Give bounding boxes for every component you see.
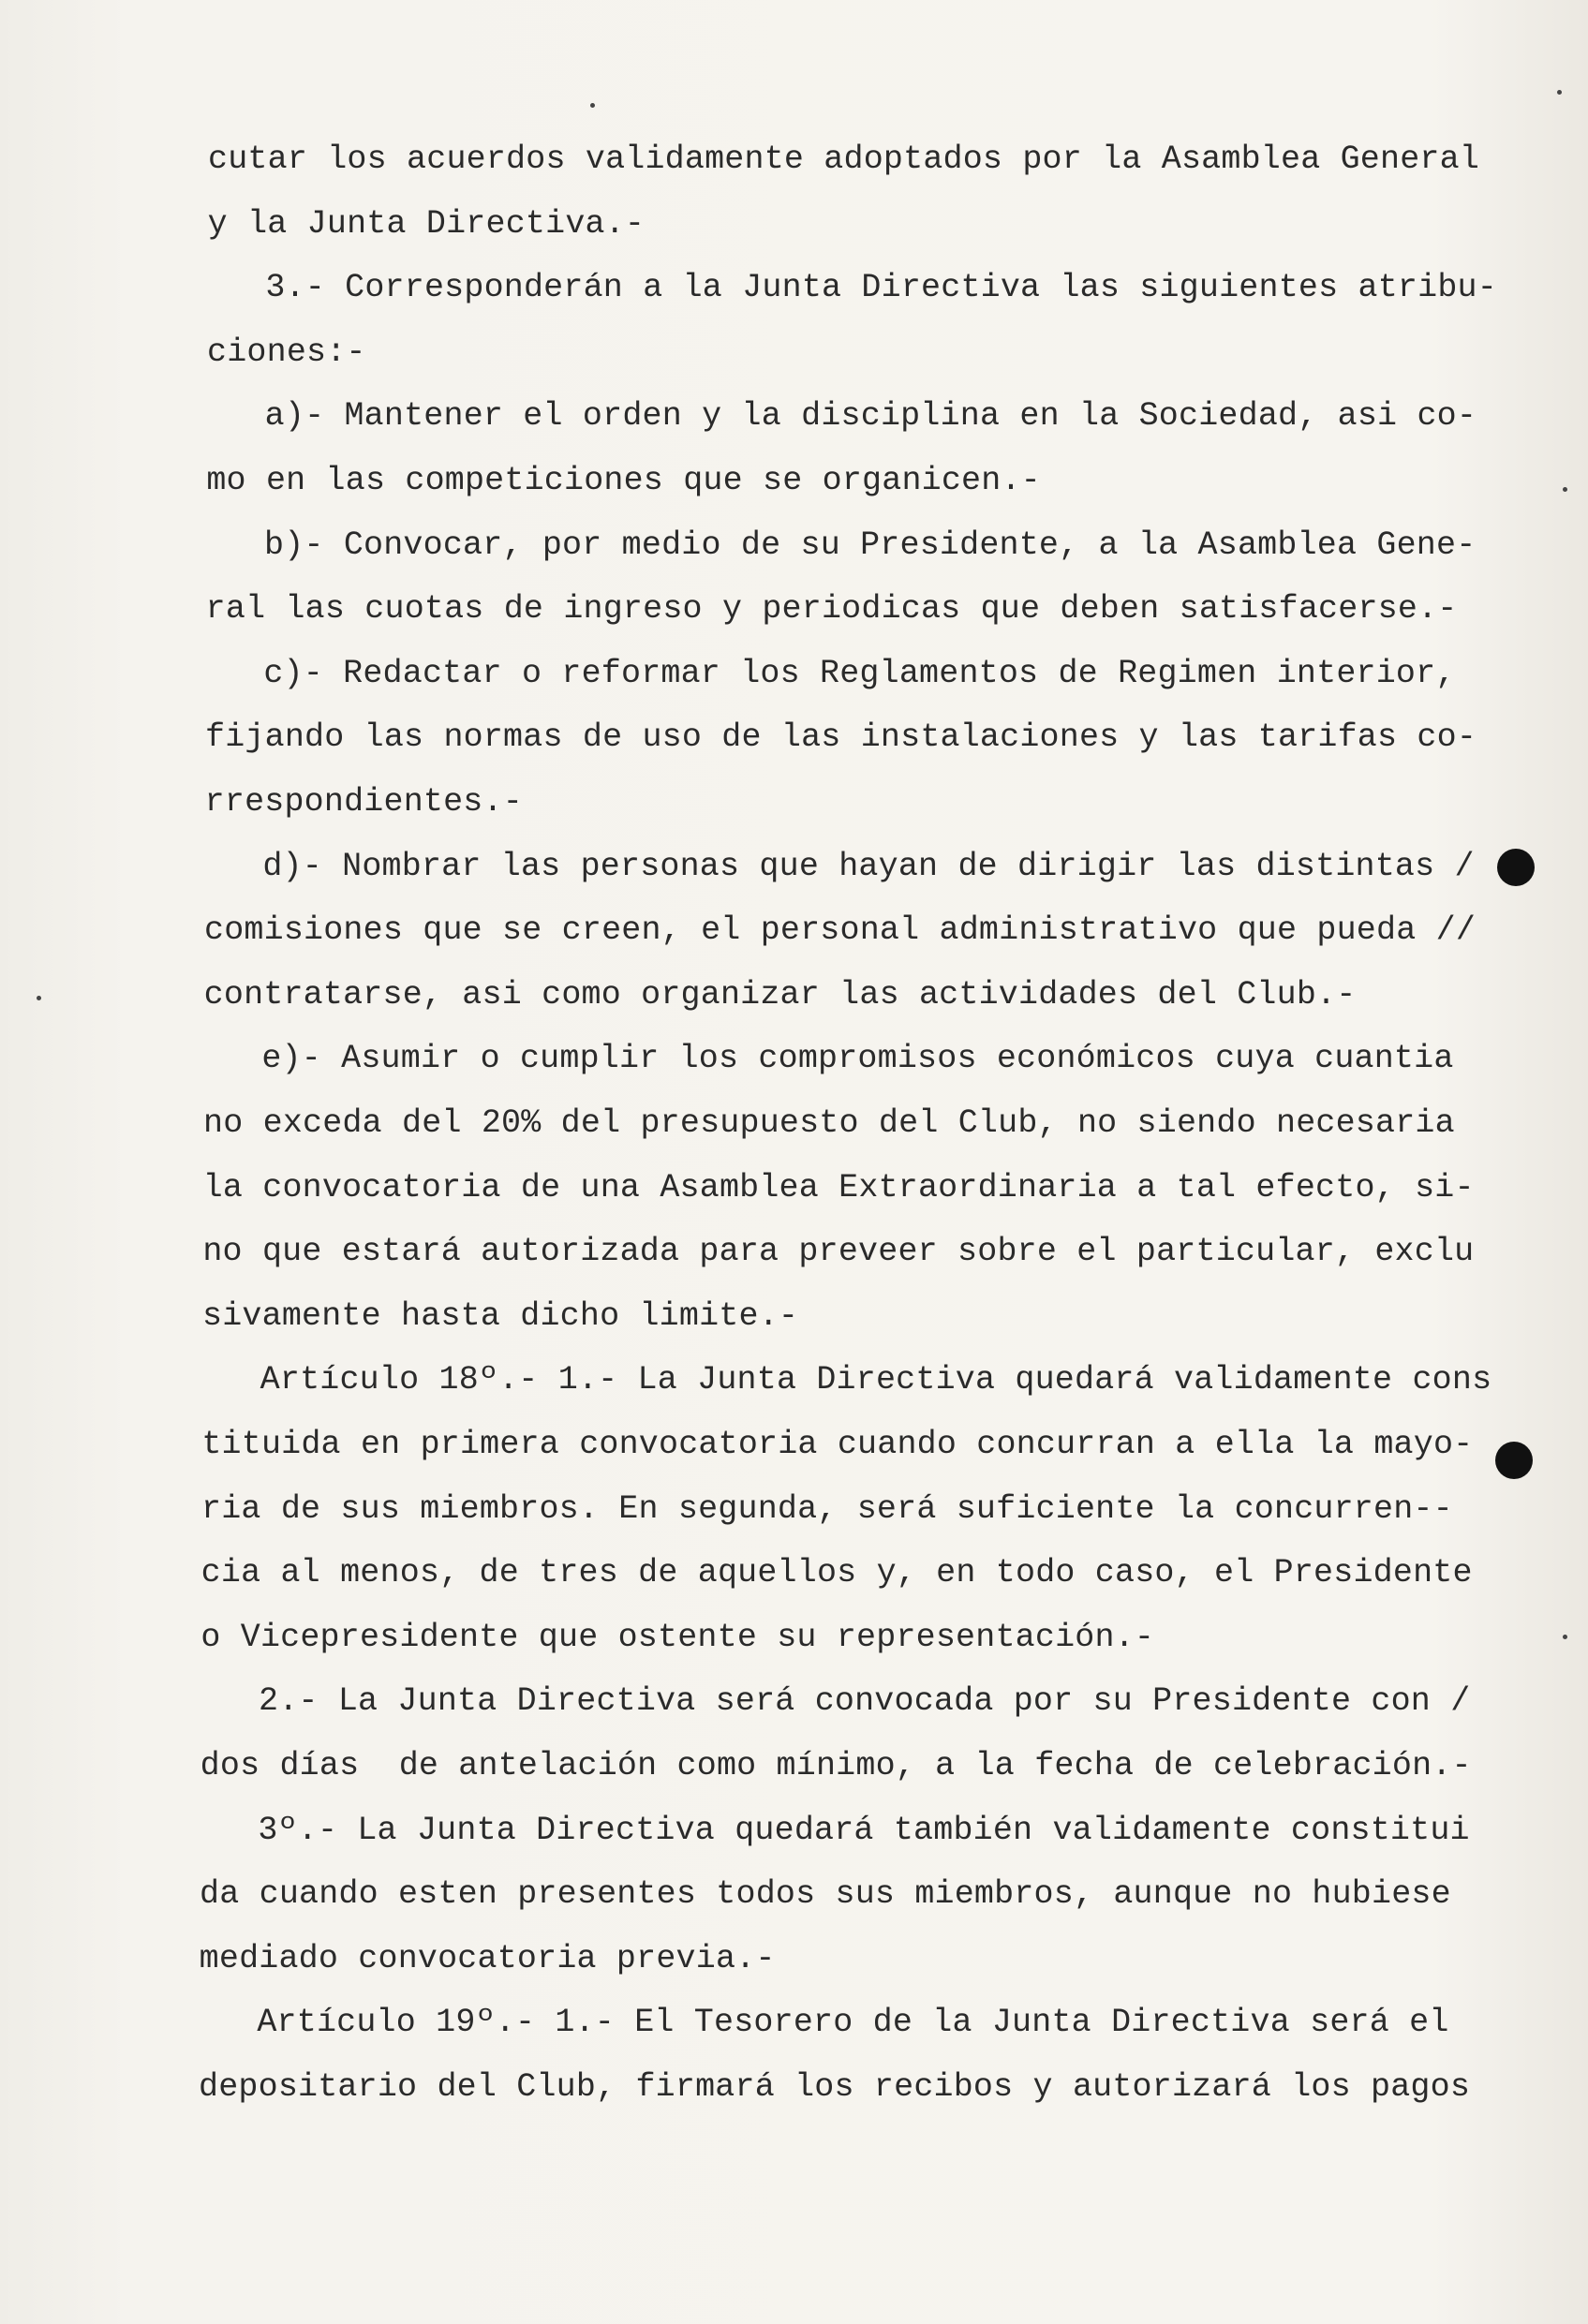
ink-speck <box>1557 90 1562 95</box>
text-line: ral las cuotas de ingreso y periodicas que deben satisfacerse.- <box>205 590 1458 629</box>
text-line: comisiones que se creen, el personal administrativo que pueda // <box>204 911 1477 950</box>
text-line: b)- Convocar, por medio de su Presidente, a la Asamblea Gene- <box>264 525 1477 564</box>
ink-speck <box>37 996 41 1000</box>
text-line: cia al menos, de tres de aquellos y, en todo caso, el Presidente <box>200 1554 1473 1592</box>
punch-hole <box>1495 1442 1533 1479</box>
text-line: dos días de antelación como mínimo, a la fecha de celebración.- <box>200 1747 1472 1784</box>
text-line: depositario del Club, firmará los recibos y autorizará los pagos <box>199 2068 1471 2106</box>
text-line: la convocatoria de una Asamblea Extraordinaria a tal efecto, si- <box>202 1168 1475 1206</box>
text-line: 2.- La Junta Directiva será convocada por su Presidente con / <box>259 1682 1471 1721</box>
text-line: da cuando esten presentes todos sus miembros, aunque no hubiese <box>200 1875 1451 1914</box>
text-line: no exceda del 20% del presupuesto del Club, no siendo necesaria <box>203 1104 1455 1142</box>
text-line: mo en las competiciones que se organicen.- <box>206 462 1041 499</box>
text-line: no que estará autorizada para preveer sobre el particular, exclu <box>202 1233 1475 1271</box>
text-line: cutar los acuerdos validamente adoptados por la Asamblea General <box>208 141 1480 178</box>
text-line: Artículo 18º.- 1.- La Junta Directiva quedará validamente cons <box>260 1361 1492 1399</box>
text-line: Artículo 19º.- 1.- El Tesorero de la Junta Directiva será el <box>257 2004 1449 2042</box>
text-line: fijando las normas de uso de las instalaciones y las tarifas co- <box>205 718 1477 757</box>
text-line: mediado convocatoria previa.- <box>199 1939 776 1977</box>
ink-speck <box>590 103 595 108</box>
text-line: rrespondientes.- <box>204 783 523 821</box>
text-line: ria de sus miembros. En segunda, será suficiente la concurren-- <box>201 1489 1453 1528</box>
text-line: contratarse, asi como organizar las actividades del Club.- <box>203 975 1357 1014</box>
text-line: 3º.- La Junta Directiva quedará también validamente constitui <box>258 1811 1470 1849</box>
text-line: ciones:- <box>207 333 366 371</box>
punch-hole <box>1497 849 1535 886</box>
text-line: 3.- Corresponderán a la Junta Directiva las siguientes atribu- <box>265 269 1497 307</box>
text-line: tituida en primera convocatoria cuando concurran a ella la mayo- <box>201 1426 1474 1463</box>
text-line: c)- Redactar o reformar los Reglamentos de Regimen interior, <box>263 654 1456 692</box>
ink-speck <box>1563 1635 1567 1639</box>
text-line: y la Junta Directiva.- <box>207 204 646 243</box>
text-line: d)- Nombrar las personas que hayan de dirigir las distintas / <box>262 847 1475 885</box>
ink-speck <box>1563 487 1567 492</box>
text-line: o Vicepresidente que ostente su representación.- <box>200 1618 1155 1656</box>
text-line: e)- Asumir o cumplir los compromisos económicos cuya cuantia <box>261 1040 1454 1078</box>
text-line: sivamente hasta dicho limite.- <box>202 1296 799 1335</box>
text-line: a)- Mantener el orden y la disciplina en la Sociedad, asi co- <box>264 397 1477 436</box>
